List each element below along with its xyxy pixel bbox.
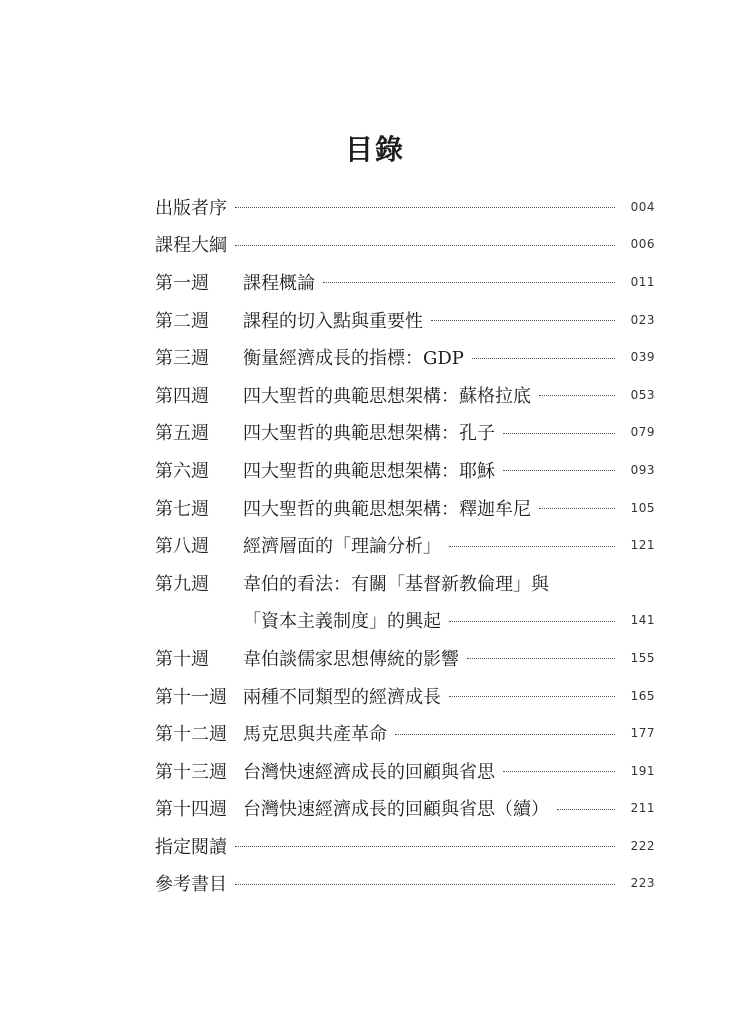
toc-entry-title: 韋伯談儒家思想傳統的影響 (243, 648, 459, 670)
dot-leader (503, 470, 615, 471)
dot-leader (449, 546, 615, 547)
dot-leader (467, 658, 615, 659)
toc-week-label: 第八週 (155, 536, 209, 558)
dot-leader (235, 846, 615, 847)
toc-entry-week-2[interactable] (155, 301, 655, 339)
toc-entry-week-3[interactable] (155, 338, 655, 376)
toc-entry-syllabus[interactable] (155, 226, 655, 264)
table-of-contents (155, 188, 655, 902)
toc-entry-title: 指定閱讀 (155, 836, 227, 858)
toc-entry-week-1[interactable] (155, 263, 655, 301)
toc-entry-week-13[interactable] (155, 752, 655, 790)
toc-entry-title: 經濟層面的「理論分析」 (243, 536, 441, 558)
toc-entry-references[interactable] (155, 865, 655, 903)
toc-page-number: 006 (630, 237, 655, 252)
toc-entry-title: 四大聖哲的典範思想架構：釋迦牟尼 (243, 498, 531, 520)
dot-leader (539, 508, 615, 509)
toc-page-number: 177 (630, 726, 655, 741)
toc-page-number: 222 (630, 838, 655, 853)
toc-week-label: 第六週 (155, 460, 209, 482)
toc-entry-week-8[interactable] (155, 526, 655, 564)
toc-page-number: 039 (630, 350, 655, 365)
toc-entry-title: 課程概論 (243, 272, 315, 294)
toc-entry-week-7[interactable] (155, 489, 655, 527)
toc-week-label: 第三週 (155, 348, 209, 370)
dot-leader (323, 282, 615, 283)
toc-entry-title: 台灣快速經濟成長的回顧與省思（續） (243, 799, 549, 821)
toc-page-number: 093 (630, 462, 655, 477)
toc-page-number: 155 (630, 650, 655, 665)
dot-leader (449, 696, 615, 697)
toc-entry-week-10[interactable] (155, 639, 655, 677)
toc-page-number: 105 (630, 500, 655, 515)
dot-leader (539, 395, 615, 396)
toc-week-label: 第七週 (155, 498, 209, 520)
toc-entry-title: 出版者序 (155, 197, 227, 219)
toc-week-label: 第十二週 (155, 724, 227, 746)
toc-entry-week-14[interactable] (155, 790, 655, 828)
toc-page-number: 141 (630, 613, 655, 628)
toc-entry-title: 參考書目 (155, 874, 227, 896)
toc-week-label: 第一週 (155, 272, 209, 294)
toc-page-number: 121 (630, 538, 655, 553)
toc-entry-assigned-reading[interactable] (155, 827, 655, 865)
toc-entry-title: 課程大綱 (155, 235, 227, 257)
toc-entry-week-5[interactable] (155, 414, 655, 452)
dot-leader (503, 433, 615, 434)
toc-page-number: 023 (630, 312, 655, 327)
toc-page-number: 053 (630, 387, 655, 402)
toc-week-label: 第十週 (155, 648, 209, 670)
toc-entry-preface[interactable] (155, 188, 655, 226)
toc-entry-title: 台灣快速經濟成長的回顧與省思 (243, 761, 495, 783)
toc-week-label: 第五週 (155, 423, 209, 445)
dot-leader (449, 621, 615, 622)
toc-entry-title: 四大聖哲的典範思想架構：耶穌 (243, 460, 495, 482)
toc-week-label: 第十三週 (155, 761, 227, 783)
toc-entry-title: 課程的切入點與重要性 (243, 310, 423, 332)
dot-leader (235, 884, 615, 885)
page-title: 目錄 (344, 133, 405, 166)
toc-page-number: 165 (630, 688, 655, 703)
dot-leader (557, 809, 615, 810)
toc-entry-week-9-continued[interactable] (155, 602, 655, 640)
toc-page-number: 004 (630, 199, 655, 214)
toc-entry-title: 四大聖哲的典範思想架構：孔子 (243, 423, 495, 445)
dot-leader (235, 207, 615, 208)
toc-page-number: 211 (630, 801, 655, 816)
toc-entry-title: 兩種不同類型的經濟成長 (243, 686, 441, 708)
dot-leader (235, 245, 615, 246)
toc-entry-week-12[interactable] (155, 714, 655, 752)
toc-week-label: 第十四週 (155, 799, 227, 821)
dot-leader (472, 358, 615, 359)
toc-entry-week-9[interactable] (155, 564, 655, 602)
dot-leader (395, 734, 615, 735)
toc-week-label: 第二週 (155, 310, 209, 332)
toc-page-number: 079 (630, 425, 655, 440)
toc-entry-title: 四大聖哲的典範思想架構：蘇格拉底 (243, 385, 531, 407)
dot-leader (503, 771, 615, 772)
toc-week-label: 第十一週 (155, 686, 227, 708)
toc-entry-week-11[interactable] (155, 677, 655, 715)
toc-page-number: 223 (630, 876, 655, 891)
toc-week-label: 第九週 (155, 573, 209, 595)
toc-page-number: 191 (630, 763, 655, 778)
toc-entry-title: 衡量經濟成長的指標：GDP (243, 348, 464, 370)
toc-entry-title: 韋伯的看法：有關「基督新教倫理」與 (243, 573, 549, 595)
toc-entry-week-4[interactable] (155, 376, 655, 414)
toc-week-label: 第四週 (155, 385, 209, 407)
toc-page-number: 011 (630, 274, 655, 289)
toc-entry-week-6[interactable] (155, 451, 655, 489)
dot-leader (431, 320, 615, 321)
toc-entry-title: 馬克思與共產革命 (243, 724, 387, 746)
toc-entry-title: 「資本主義制度」的興起 (243, 611, 441, 633)
